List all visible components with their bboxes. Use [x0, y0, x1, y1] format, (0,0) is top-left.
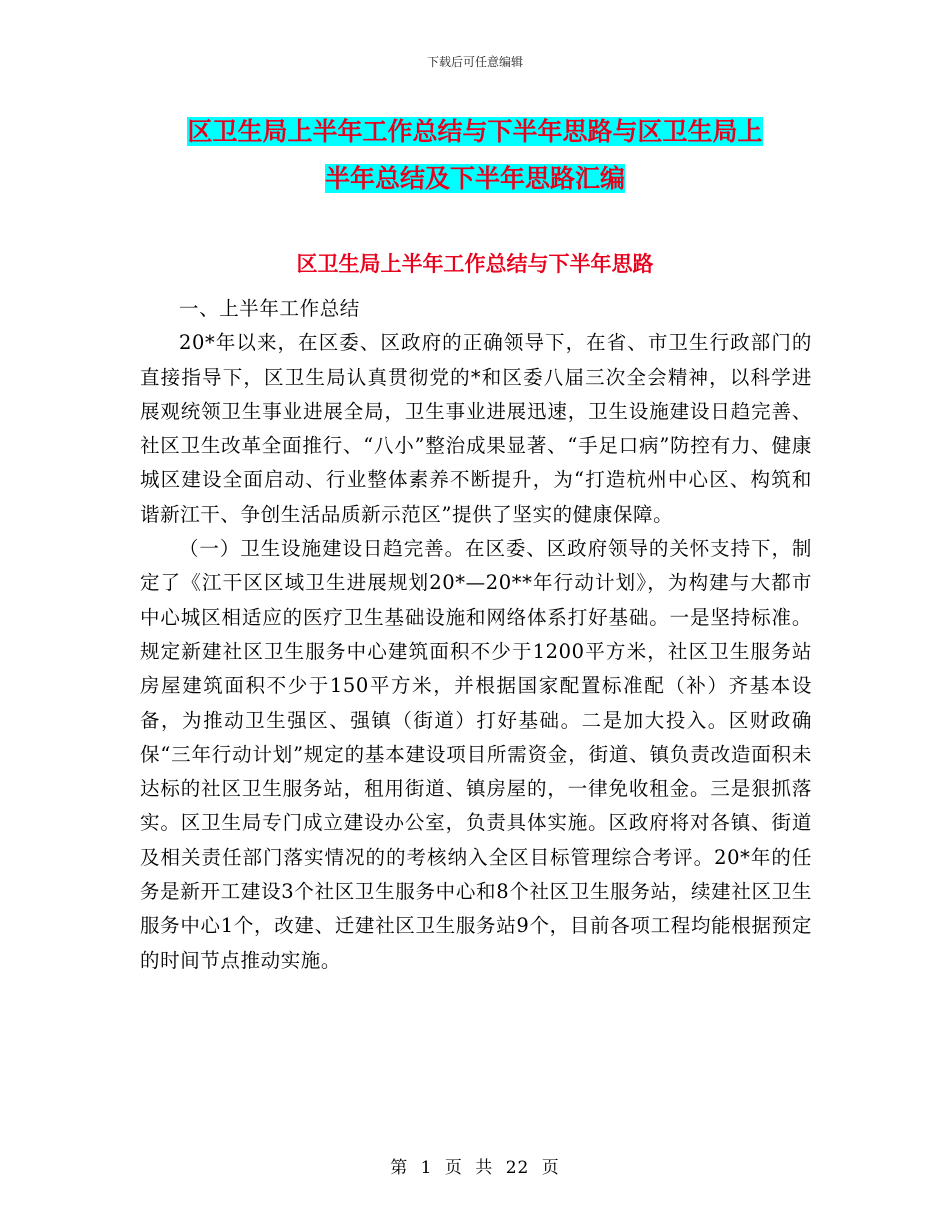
- document-body: [140, 292, 812, 978]
- document-title: [140, 108, 810, 202]
- page-number: 第 1 页 共 22 页: [390, 1158, 560, 1178]
- paragraph: 20*年以来，在区委、区政府的正确领导下，在省、市卫生行政部门的直接指导下，区卫生局认真贯彻党的*和区委八届三次全会精神，以科学进展观统领卫生事业进展全局，卫生事业进展迅速，卫生设施建设日趋完善、社区卫生改革全面推行、“八小”整治成果显著、“手足口病”防控有力、健康城区建设全面启动、行业整体素养不断提升，为“打造杭州中心区、构筑和谐新江干、争创生活品质新示范区”提供了坚实的健康保障。: [140, 331, 812, 526]
- paragraph-heading: 一、上半年工作总结: [179, 297, 360, 320]
- document-title-line-1: 区卫生局上半年工作总结与下半年思路与区卫生局上: [187, 117, 763, 146]
- header-note: 下载后可任意编辑: [426, 55, 523, 69]
- section-title: 区卫生局上半年工作总结与下半年思路: [296, 252, 654, 276]
- document-title-line-2: 半年总结及下半年思路汇编: [324, 164, 625, 193]
- paragraph: （一）卫生设施建设日趋完善。在区委、区政府领导的关怀支持下，制定了《江干区区域卫生进展规划20*—20**年行动计划》，为构建与大都市中心城区相适应的医疗卫生基础设施和网络体系打好基础。一是坚持标准。规定新建社区卫生服务中心建筑面积不少于1200平方米，社区卫生服务站房屋建筑面积不少于150平方米，并根据国家配置标准配（补）齐基本设备，为推动卫生强区、强镇（街道）打好基础。二是加大投入。区财政确保“三年行动计划”规定的基本建设项目所需资金，街道、镇负责改造面积未达标的社区卫生服务站，租用街道、镇房屋的，一律免收租金。三是狠抓落实。区卫生局专门成立建设办公室，负责具体实施。区政府将对各镇、街道及相关责任部门落实情况的的考核纳入全区目标管理综合考评。20*年的任务是新开工建设3个社区卫生服务中心和8个社区卫生服务站，续建社区卫生服务中心1个，改建、迁建社区卫生服务站9个，目前各项工程均能根据预定的时间节点推动实施。: [140, 537, 812, 972]
